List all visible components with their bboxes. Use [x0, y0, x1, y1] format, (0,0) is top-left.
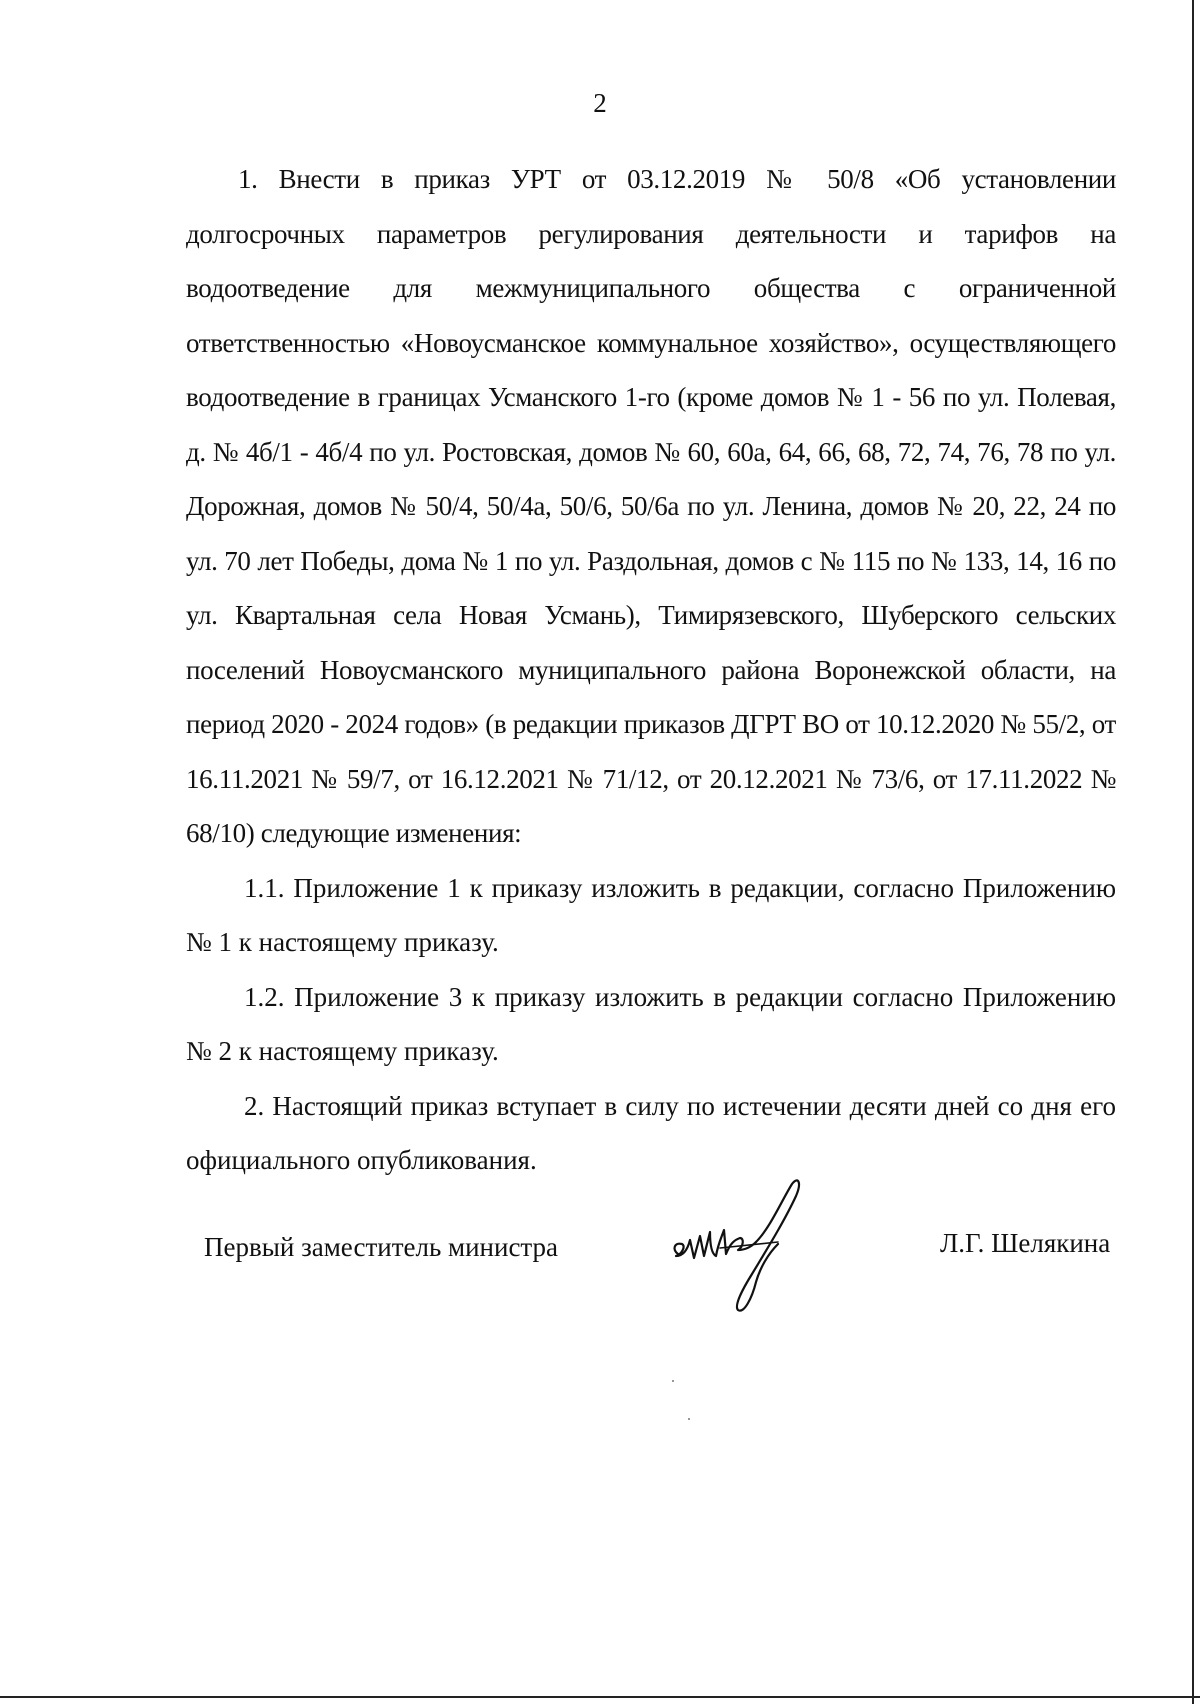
- document-body: [186, 152, 1116, 1188]
- signer-name: Л.Г. Шелякина: [940, 1228, 1111, 1258]
- paragraph-1-2: 1.2. Приложение 3 к приказу изложить в редакции согласно Приложению № 2 к настоящему приказу.: [186, 981, 1116, 1066]
- handwritten-signature: [660, 1170, 830, 1320]
- scan-edge-right: [1192, 0, 1194, 1704]
- paragraph-2: 2. Настоящий приказ вступает в силу по истечении десяти дней со дня его официального опубликования.: [186, 1090, 1116, 1175]
- scan-edge-bottom: [0, 1696, 1200, 1698]
- signer-position: Первый заместитель министра: [204, 1232, 559, 1262]
- paragraph-1: 1. Внести в приказ УРТ от 03.12.2019 № 50/8 «Об установлении долгосрочных параметров регулирования деятельности и тарифов на водоотведение для межмуниципального общества с ограниченной ответственностью «Новоусманское коммунальное хозяйство», осуществляющего водоотведение в границах Усманского 1-го (кроме домов № 1 - 56 по ул. Полевая, д. № 4б/1 - 4б/4 по ул. Ростовская, домов № 60, 60а, 64, 66, 68, 72, 74, 76, 78 по ул. Дорожная, домов № 50/4, 50/4а, 50/6, 50/6а по ул. Ленина, домов № 20, 22, 24 по ул. 70 лет Победы, дома № 1 по ул. Раздольная, домов с № 115 по № 133, 14, 16 по ул. Квартальная села Новая Усмань), Тимирязевского, Шуберского сельских поселений Новоусманского муниципального района Воронежской области, на период 2020 - 2024 годов» (в редакции приказов ДГРТ ВО от 10.12.2020 № 55/2, от 16.11.2021 № 59/7, от 16.12.2021 № 71/12, от 20.12.2021 № 73/6, от 17.11.2022 № 68/10) следующие изменения:: [186, 164, 1116, 848]
- scan-speck: [688, 1418, 690, 1420]
- paragraph-1-1: 1.1. Приложение 1 к приказу изложить в редакции, согласно Приложению № 1 к настоящему приказу.: [186, 872, 1116, 957]
- page-number: 2: [593, 88, 607, 118]
- signature-block: [0, 1170, 1200, 1330]
- scan-speck: [672, 1380, 674, 1382]
